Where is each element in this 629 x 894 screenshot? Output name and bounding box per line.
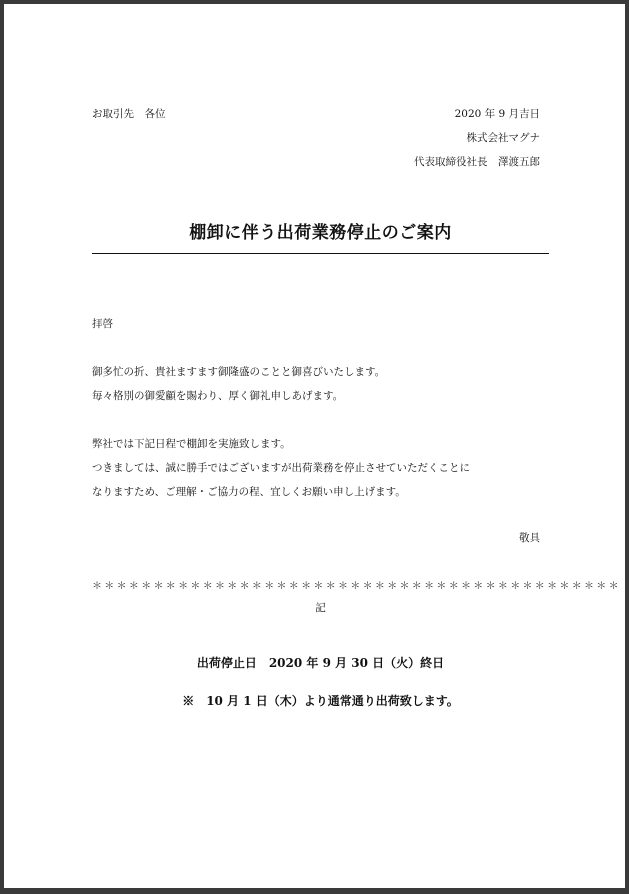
body-paragraph-1-line-1: 御多忙の折、貴社ますます御隆盛のことと御喜びいたします。 — [92, 366, 386, 378]
representative-line: 代表取締役社長 澤渡五郎 — [414, 156, 540, 168]
ki-heading: 記 — [315, 602, 326, 614]
body-paragraph-2-line-1: 弊社では下記日程で棚卸を実施致します。 — [92, 438, 291, 450]
opening-greeting: 拝啓 — [92, 318, 113, 330]
recipient-line: お取引先 各位 — [92, 108, 166, 120]
closing-word: 敬具 — [519, 532, 540, 544]
company-name: 株式会社マグナ — [466, 132, 540, 144]
shipping-resume-note: ※ 10 月 1 日（木）より通常通り出荷致します。 — [182, 694, 459, 708]
title-underline — [92, 253, 549, 254]
body-paragraph-2-line-3: なりますため、ご理解・ご協力の程、宜しくお願い申し上げます。 — [92, 486, 406, 498]
page-title: 棚卸に伴う出荷業務停止のご案内 — [189, 223, 452, 243]
body-paragraph-2-line-2: つきましては、誠に勝手ではございますが出荷業務を停止させていただくことに — [92, 462, 470, 474]
asterisk-separator: ＊＊＊＊＊＊＊＊＊＊＊＊＊＊＊＊＊＊＊＊＊＊＊＊＊＊＊＊＊＊＊＊＊＊＊＊＊＊＊＊＊＊＊ — [92, 581, 621, 592]
shipping-stop-date: 出荷停止日 2020 年 9 月 30 日（火）終日 — [196, 656, 445, 670]
date-line: 2020 年 9 月吉日 — [454, 108, 540, 120]
body-paragraph-1-line-2: 毎々格別の御愛顧を賜わり、厚く御礼申しあげます。 — [92, 390, 344, 402]
